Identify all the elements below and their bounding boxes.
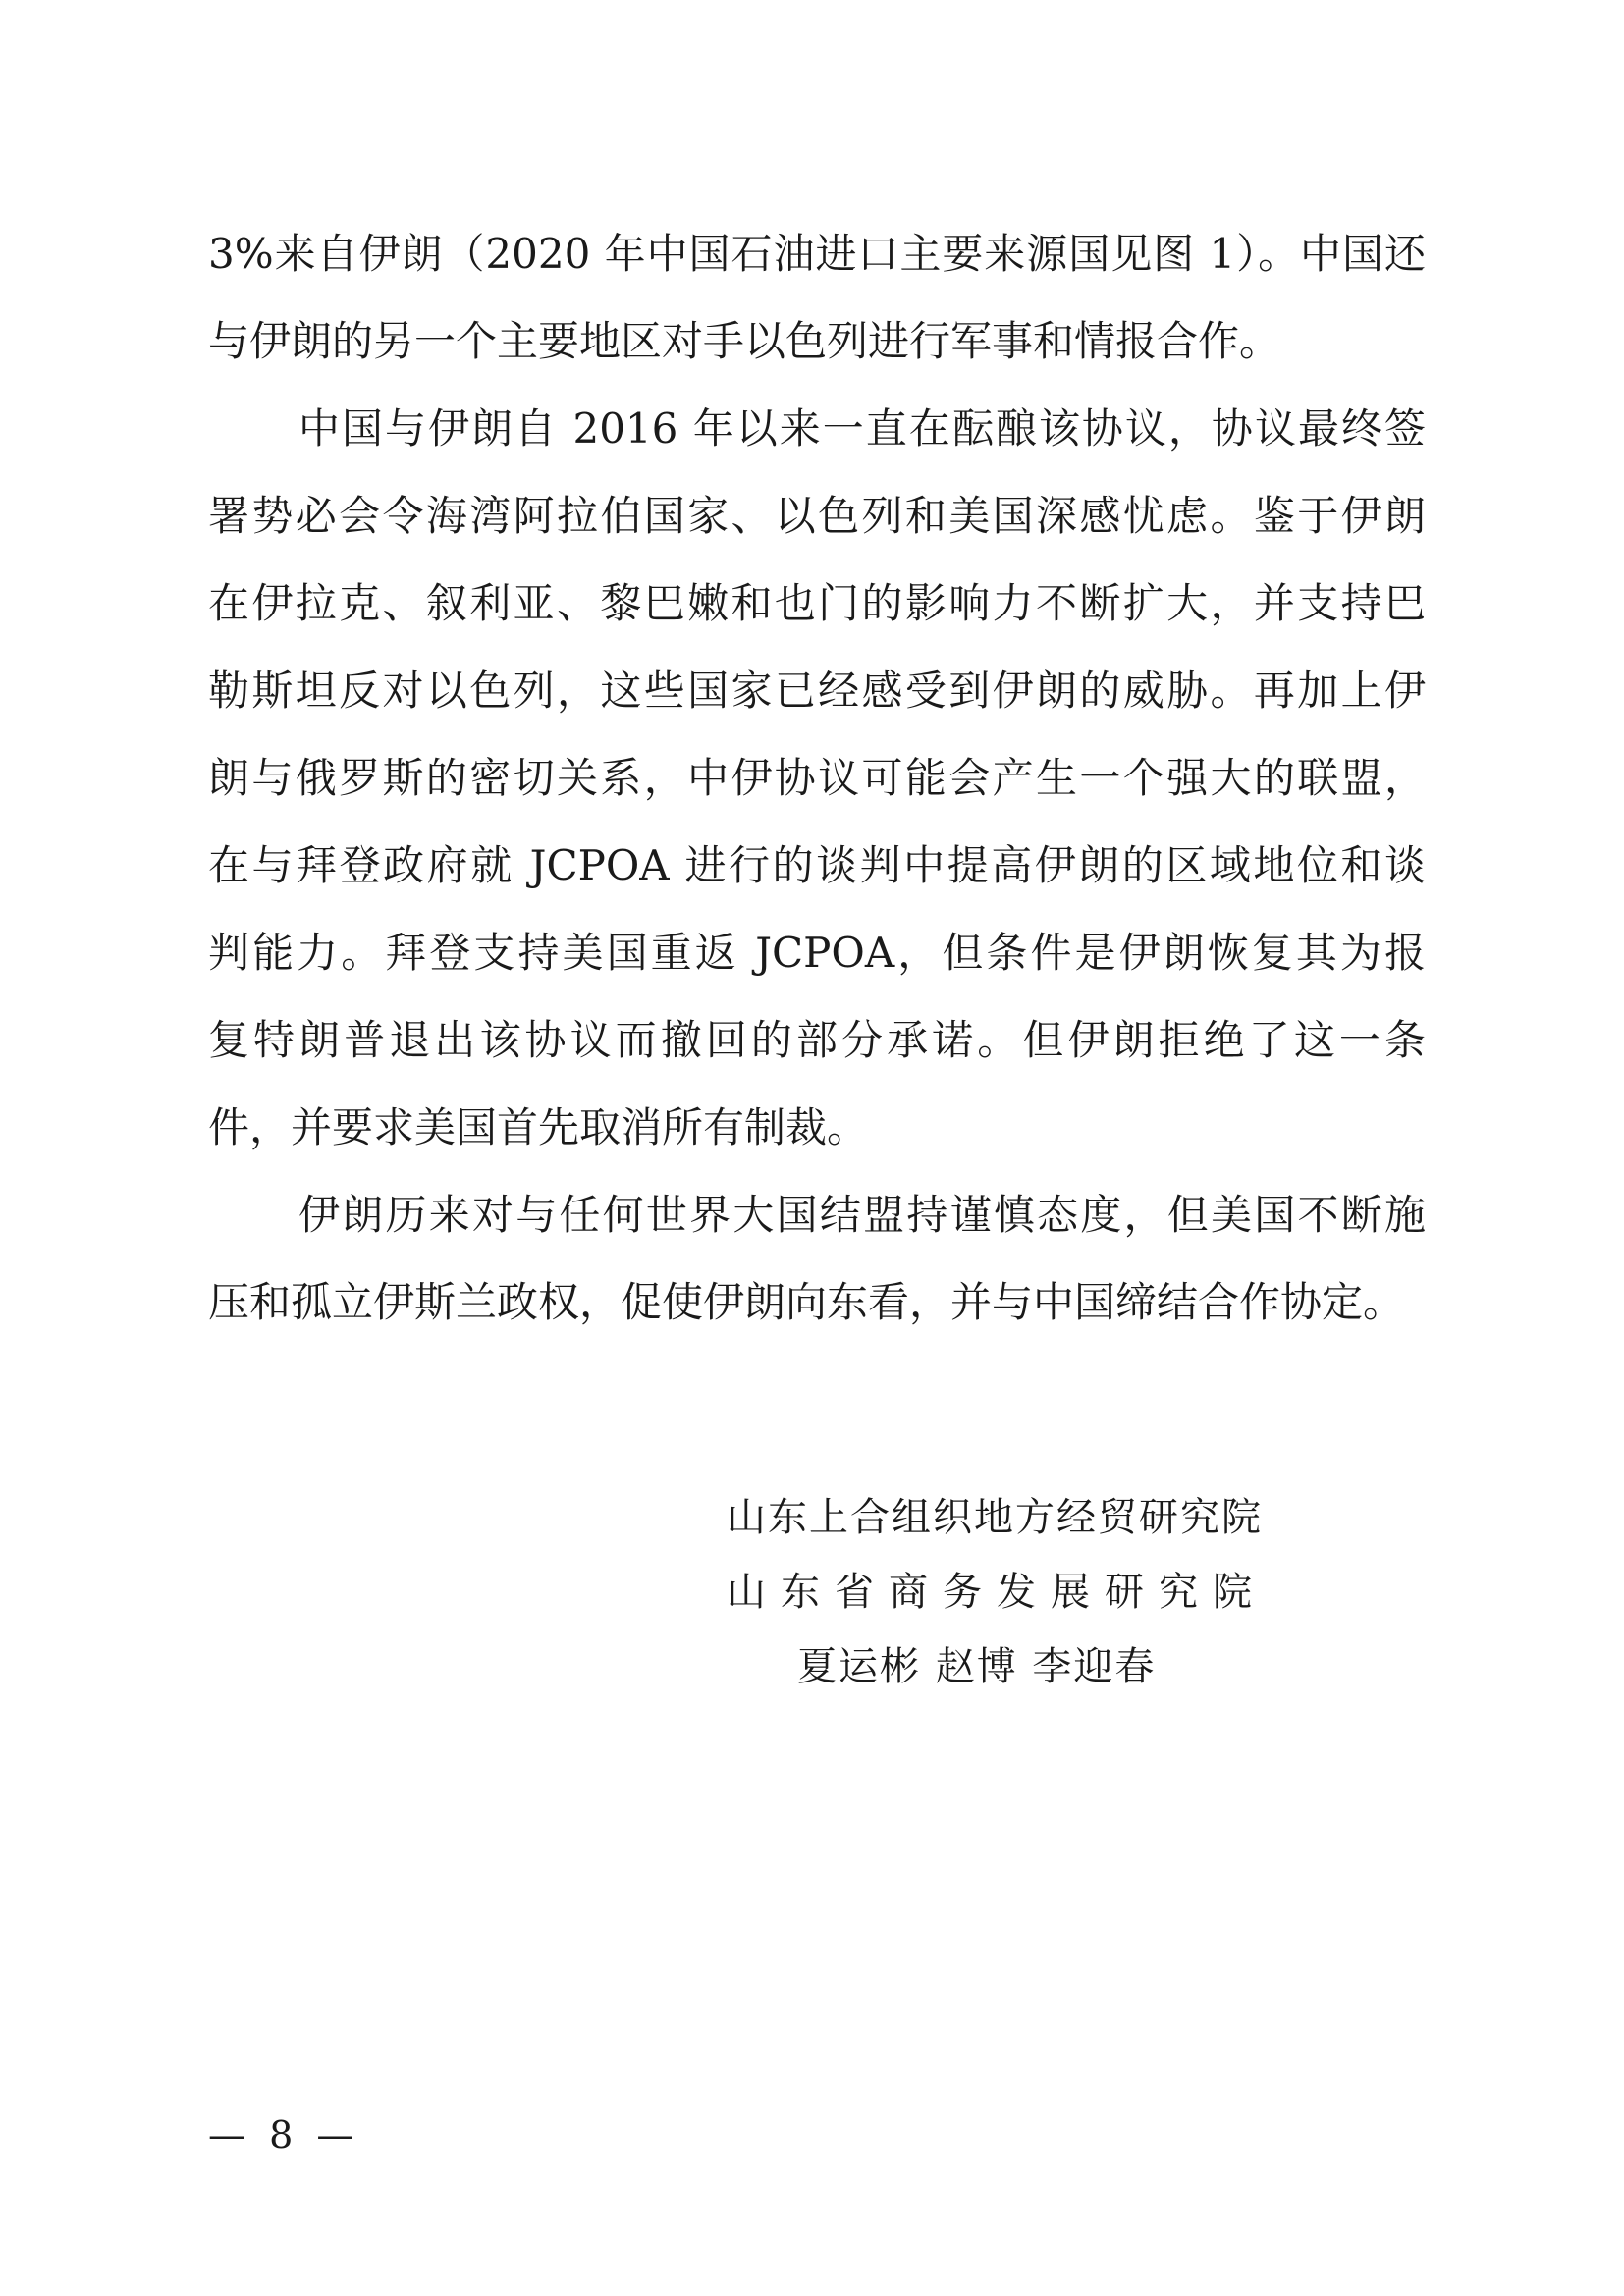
paragraph-3-line-1: 伊朗历来对与任何世界大国结盟持谨慎态度，但美国不断施 (298, 1191, 1426, 1239)
paragraph-2-line-2: 署势必会令海湾阿拉伯国家、以色列和美国深感忧虑。鉴于伊朗 (208, 492, 1426, 540)
paragraph-2-line-9: 件，并要求美国首先取消所有制裁。 (208, 1103, 869, 1151)
paragraph-2-line-3: 在伊拉克、叙利亚、黎巴嫩和也门的影响力不断扩大，并支持巴 (208, 579, 1426, 627)
signature-organization-2: 山东省商务发展研究院 (727, 1570, 1267, 1615)
paragraph-2-line-5: 朗与俄罗斯的密切关系，中伊协议可能会产生一个强大的联盟， (208, 754, 1426, 802)
paragraph-1-line-1: 3%来自伊朗（2020 年中国石油进口主要来源国见图 1）。中国还 (208, 230, 1426, 278)
paragraph-3-line-2: 压和孤立伊斯兰政权，促使伊朗向东看，并与中国缔结合作协定。 (208, 1278, 1405, 1326)
body-text (208, 210, 1426, 1346)
paragraph-1-line-2: 与伊朗的另一个主要地区对手以色列进行军事和情报合作。 (208, 317, 1281, 365)
paragraph-2-line-8: 复特朗普退出该协议而撤回的部分承诺。但伊朗拒绝了这一条 (208, 1016, 1426, 1064)
paragraph-2-line-4: 勒斯坦反对以色列，这些国家已经感受到伊朗的威胁。再加上伊 (208, 667, 1426, 715)
signature-block (727, 1480, 1414, 1704)
signature-organization-1: 山东上合组织地方经贸研究院 (727, 1495, 1263, 1540)
signature-authors: 夏运彬 赵博 李迎春 (797, 1644, 1157, 1689)
paragraph-2-line-1: 中国与伊朗自 2016 年以来一直在酝酿该协议，协议最终签 (298, 404, 1426, 453)
paragraph-2-line-7: 判能力。拜登支持美国重返 JCPOA，但条件是伊朗恢复其为报 (208, 929, 1426, 977)
paragraph-2-line-6: 在与拜登政府就 JCPOA 进行的谈判中提高伊朗的区域地位和谈 (208, 841, 1426, 889)
page-number: — 8 — (208, 2113, 360, 2157)
